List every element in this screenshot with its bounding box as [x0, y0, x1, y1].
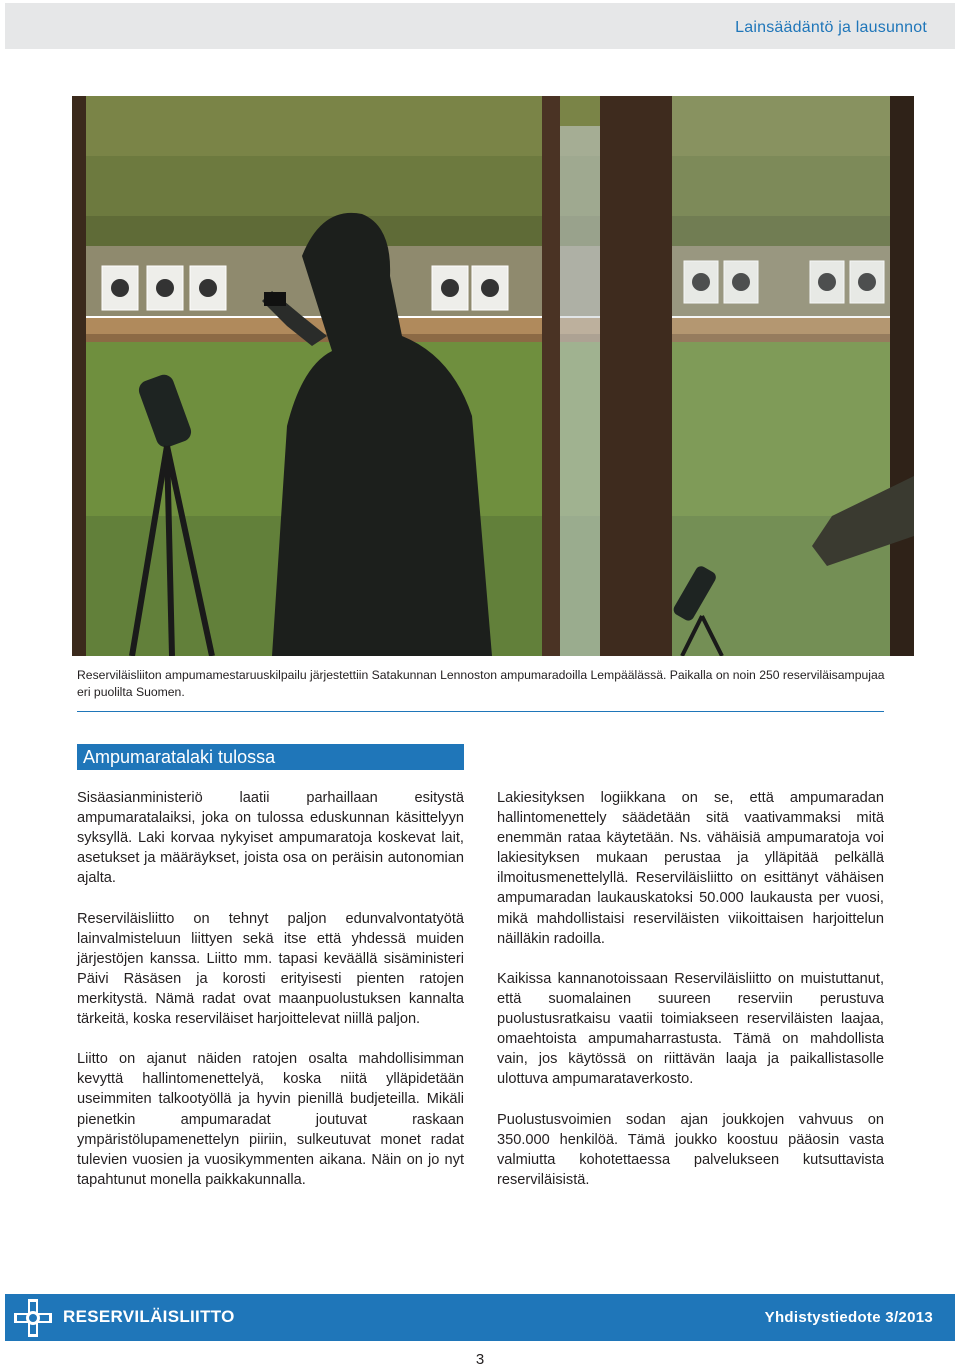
paragraph: Kaikissa kannanotoissaan Reserviläisliitto on muistuttanut, että suomalainen suureen reserviin perustuva puolustusratkaisu vaatii toimiakseen reserviläisten laajaa, omaehtoista ampumaharrastusta. Tämä on mahdollista vain, jos käytössä on riittävän laaja ja paikallistasolle ulottuva ampumarataverkosto.	[497, 970, 884, 1088]
paragraph: Puolustusvoimien sodan ajan joukkojen vahvuus on 350.000 henkilöä. Tämä joukko koostuu pääosin vasta valmiutta kohotettaessa palvelukseen kutsuttavista reserviläisistä.	[497, 1111, 884, 1188]
article-column-left	[77, 788, 464, 1210]
footer-band	[5, 1294, 955, 1341]
top-header-band	[5, 3, 955, 49]
photo-caption: Reserviläisliiton ampumamestaruuskilpailu järjestettiin Satakunnan Lennoston ampumaradoilla Lempäälässä. Paikalla on noin 250 reserviläisampujaa eri puolilta Suomen.	[77, 668, 885, 699]
article-photo	[72, 96, 914, 656]
cross-emblem-icon	[12, 1297, 54, 1339]
issue-label: Yhdistystiedote 3/2013	[764, 1309, 933, 1326]
section-title: Lainsäädäntö ja lausunnot	[735, 19, 927, 36]
brand-name: RESERVILÄISLIITTO	[63, 1307, 235, 1326]
article-heading: Ampumaratalaki tulossa	[83, 747, 276, 767]
article-column-right	[497, 788, 884, 1210]
article-heading-box	[77, 744, 464, 770]
paragraph: Lakiesityksen logiikkana on se, että ampumaradan hallintomenettely säädetään sitä vaativammaksi mitä enemmän rataa käytetään. Ns. vähäisiä ampumaratoja voi lakiesityksen mukaan perustaa ja ylläpitää pelkällä ilmoitusmenettelyllä. Reserviläisliitto on esittänyt vähäisen ampumaradan laukauskatoksi 50.000 laukausta per vuosi, mikä mahdollistaisi reserviläisten viikoittaisen harjoittelun näilläkin radoilla.	[497, 790, 884, 947]
paragraph: Liitto on ajanut näiden ratojen osalta mahdollisimman kevyttä hallintomenettelyä, koska niitä ylläpidetään useimmiten talkootyöllä ja hyvin pienillä budjeteilla. Mikäli pienetkin ampumaradat joutuvat raskaan ympäristölupamenettelyn piiriin, sulkeutuvat monet radat tulevien vuosien ja vuosikymmenten aikana. Näin on jo nyt tapahtunut monella paikkakunnalla.	[77, 1051, 464, 1188]
caption-divider	[77, 711, 884, 712]
paragraph: Sisäasianministeriö laatii parhaillaan esitystä ampumaratalaiksi, joka on tulossa eduskunnan käsittelyyn syksyllä. Laki korvaa nykyiset ampumaratoja koskevat lait, asetukset ja määräykset, joista osa on peräisin autonomian ajalta.	[77, 790, 464, 887]
page-number: 3	[475, 1351, 485, 1368]
paragraph: Reserviläisliitto on tehnyt paljon edunvalvontatyötä lainvalmisteluun liittyen sekä itse että yhdessä muiden järjestöjen kanssa. Liitto mm. tapasi keväällä sisäministeri Päivi Räsäsen ja korosti erityisesti pienten ratojen merkitystä. Nämä radat ovat maanpuolustuksen kannalta tärkeitä, koska reserviläiset harjoittelevat niillä paljon.	[77, 910, 464, 1028]
